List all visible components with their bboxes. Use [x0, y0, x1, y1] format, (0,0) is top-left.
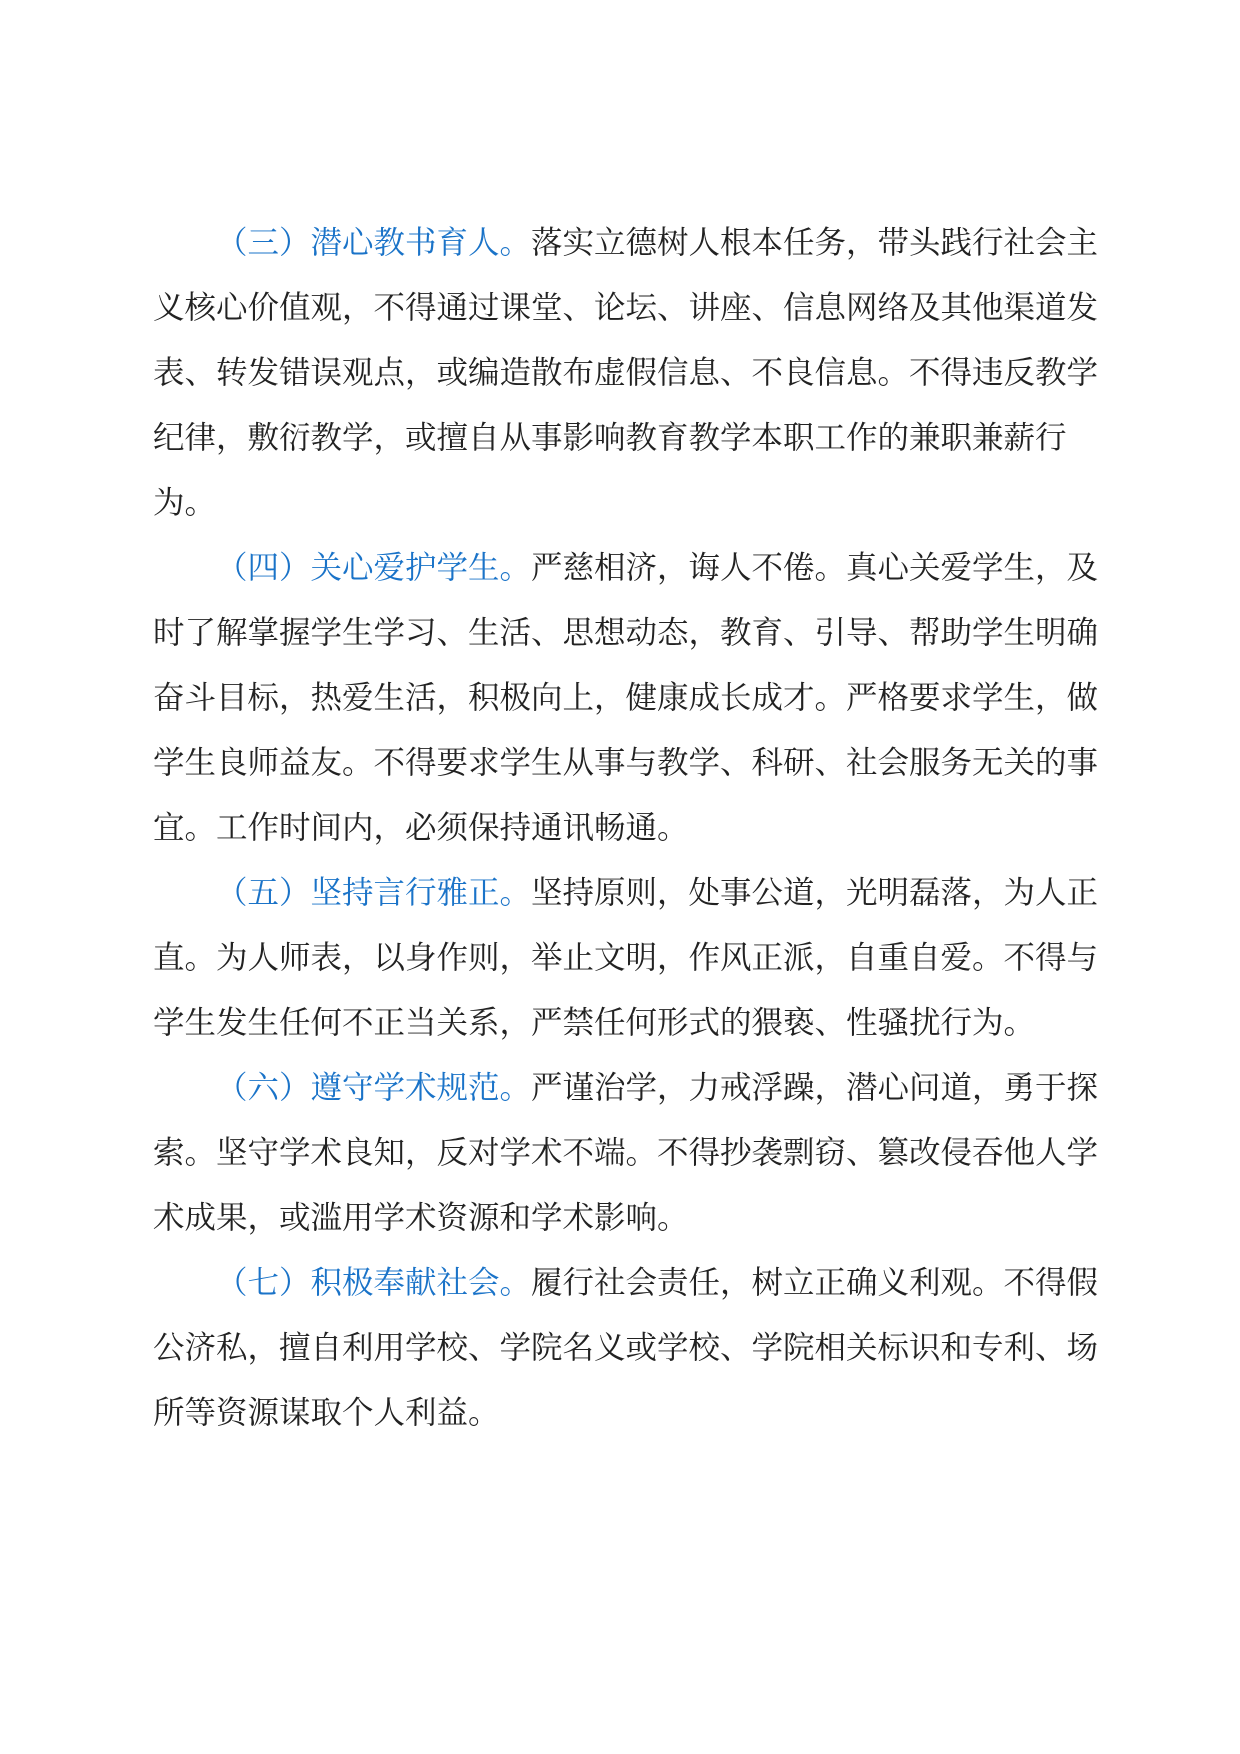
section-text-7: 履行社会责任，树立正确义利观。不得假公济私，擅自利用学校、学院名义或学校、学院相关标识和专利、场所等资源谋取个人利益。	[153, 1265, 1099, 1431]
section-heading-3: （三）潜心教书育人。	[216, 225, 532, 261]
document-body	[153, 211, 1099, 1446]
section-heading-5: （五）坚持言行雅正。	[216, 875, 532, 911]
section-paragraph-5	[153, 861, 1099, 1056]
section-text-5: 坚持原则，处事公道，光明磊落，为人正直。为人师表，以身作则，举止文明，作风正派，自重自爱。不得与学生发生任何不正当关系，严禁任何形式的猥亵、性骚扰行为。	[153, 875, 1099, 1041]
section-heading-7: （七）积极奉献社会。	[216, 1265, 532, 1301]
section-heading-4: （四）关心爱护学生。	[216, 550, 532, 586]
section-paragraph-7	[153, 1251, 1099, 1446]
section-paragraph-6	[153, 1056, 1099, 1251]
section-paragraph-4	[153, 536, 1099, 861]
section-heading-6: （六）遵守学术规范。	[216, 1070, 532, 1106]
section-text-3: 落实立德树人根本任务，带头践行社会主义核心价值观，不得通过课堂、论坛、讲座、信息网络及其他渠道发表、转发错误观点，或编造散布虚假信息、不良信息。不得违反教学纪律，敷衍教学，或擅自从事影响教育教学本职工作的兼职兼薪行为。	[153, 225, 1099, 521]
section-text-6: 严谨治学，力戒浮躁，潜心问道，勇于探索。坚守学术良知，反对学术不端。不得抄袭剽窃、篡改侵吞他人学术成果，或滥用学术资源和学术影响。	[153, 1070, 1099, 1236]
section-paragraph-3	[153, 211, 1099, 536]
section-text-4: 严慈相济，诲人不倦。真心关爱学生，及时了解掌握学生学习、生活、思想动态，教育、引导、帮助学生明确奋斗目标，热爱生活，积极向上，健康成长成才。严格要求学生，做学生良师益友。不得要求学生从事与教学、科研、社会服务无关的事宜。工作时间内，必须保持通讯畅通。	[153, 550, 1099, 846]
